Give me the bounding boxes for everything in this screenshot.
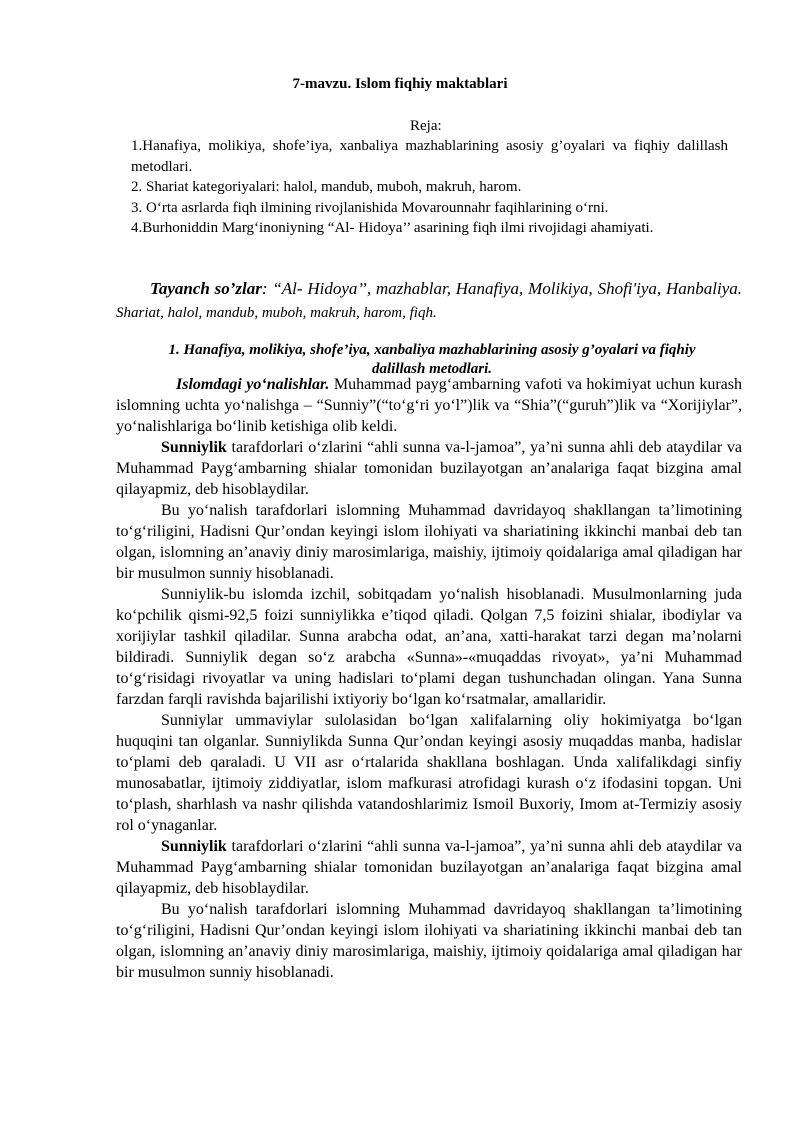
paragraph: Bu yo‘nalish tarafdorlari islomning Muhammad davridayoq shakllangan ta’limotining to‘g‘riligini, Hadisni Qur’ondan keyingi islom ilohiyati va shariatining ikkinchi manbai deb tan olgan, islomning an’anaviy diniy marosimlariga, maishiy, ijtimoiy qoidalariga amal qiladigan har bir musulmon sunniy hisoblanadi. [116,901,742,981]
key-terms-list: : “Al- Hidoya’’, mazhablar, Hanafiya, Molikiya, Shofi'iya, Hanbaliya. [261,279,742,298]
paragraph [116,374,742,437]
plan-item: 1.Hanafiya, molikiya, shofe’iya, xanbaliya mazhablarining asosiy g’oyalari va fiqhiy dalillash metodlari. [131,138,728,175]
paragraph-text: Muhammad payg‘ambarning vafoti va hokimiyat uchun kurash islomning uchta yo‘nalishga – “Sunniy”(“to‘g‘ri yo‘l”)lik va “Shia”(“guruh”)lik va “Xorijiylar”, yo‘nalishlariga bo‘linib ketishiga olib keldi. [116,376,743,435]
key-terms-label: Tayanch so’zlar [150,279,262,298]
body-text [116,374,742,983]
plan-item: 4.Burhoniddin Marg‘inoniyning “Al- Hidoya’’ asarining fiqh ilmi rivojidagi ahamiyati. [131,220,654,236]
paragraph-text: tarafdorlari o‘zlarini “ahli sunna va-l-jamoa”, ya’ni sunna ahli deb ataydilar va Muhammad Payg‘ambarning shialar tomonidan buzilayotgan an’analariga faqat bizgina amal qilayapmiz, deb hisoblaydilar. [116,439,742,498]
plan-item: 2. Shariat kategoriyalari: halol, mandub, muboh, makruh, harom. [131,179,522,195]
paragraph-lead: Sunniylik [161,838,227,855]
paragraph-text: tarafdorlari o‘zlarini “ahli sunna va-l-jamoa”, ya’ni sunna ahli deb ataydilar va Muhammad Payg‘ambarning shialar tomonidan buzilayotgan an’analariga faqat bizgina amal qilayapmiz, deb hisoblaydilar. [116,838,742,897]
section-heading: 1. Hanafiya, molikiya, shofe’iya, xanbaliya mazhablarining asosiy g’oyalari va fiqhiy dalillash metodlari. [168,342,696,377]
paragraph: Sunniylar ummaviylar sulolasidan bo‘lgan xalifalarning oliy hokimiyatga bo‘lgan huquqini tan olganlar. Sunniylikda Sunna Qur’ondan keyingi asosiy muqaddas manba, hadislar to‘plami deb qaraladi. U VII asr o‘rtalarida shakllana boshlagan. Unda xalifalikdagi sinfiy munosabatlar, ijtimoiy ziddiyatlar, islom mafkurasi atrofidagi kurash o‘z ifodasini topgan. Uni to‘plash, sharhlash va nashr qilishda vatandoshlarimiz Ismoil Buxoriy, Imom at-Termiziy asosiy rol o‘ynaganlar. [116,712,742,834]
paragraph [116,836,742,899]
paragraph: Bu yo‘nalish tarafdorlari islomning Muhammad davridayoq shakllangan ta’limotining to‘g‘riligini, Hadisni Qur’ondan keyingi islom ilohiyati va shariatining ikkinchi manbai deb tan olgan, islomning an’anaviy diniy marosimlariga, maishiy, ijtimoiy qoidalariga amal qiladigan har bir musulmon sunniy hisoblanadi. [116,502,742,582]
paragraph-lead: Sunniylik [161,439,227,456]
page-title: 7-mavzu. Islom fiqhiy maktablari [292,76,508,92]
key-terms-list-secondary: Shariat, halol, mandub, muboh, makruh, harom, fiqh. [116,305,437,321]
paragraph [116,437,742,500]
plan-heading: Reja: [410,118,442,134]
plan-list [131,136,728,239]
plan-item: 3. O‘rta asrlarda fiqh ilmining rivojlanishida Movarounnahr faqihlarining o‘rni. [131,199,609,216]
paragraph-lead: Islomdagi yo‘nalishlar. [176,376,330,393]
key-terms [116,278,742,324]
paragraph: Sunniylik-bu islomda izchil, sobitqadam yo‘nalish hisoblanadi. Musulmonlarning juda ko‘pchilik qismi-92,5 foizi sunniylikka e’tiqod qiladi. Qolgan 7,5 foizini shialar, ibodiylar va xorijiylar tashkil qiladilar. Sunna arabcha odat, an’ana, xatti-harakat tarzi degan ma’nolarni bildiradi. Sunniylik degan so‘z arabcha «Sunna»-«muqaddas rivoyat», ya’ni Muhammad to‘g‘risidagi rivoyatlar va uning hadislari to‘plami degan tushunchadan olingan. Yana Sunna farzdan farqli ravishda bajarilishi ixtiyoriy bo‘lgan ko‘rsatmalar, amallaridir. [116,586,742,708]
